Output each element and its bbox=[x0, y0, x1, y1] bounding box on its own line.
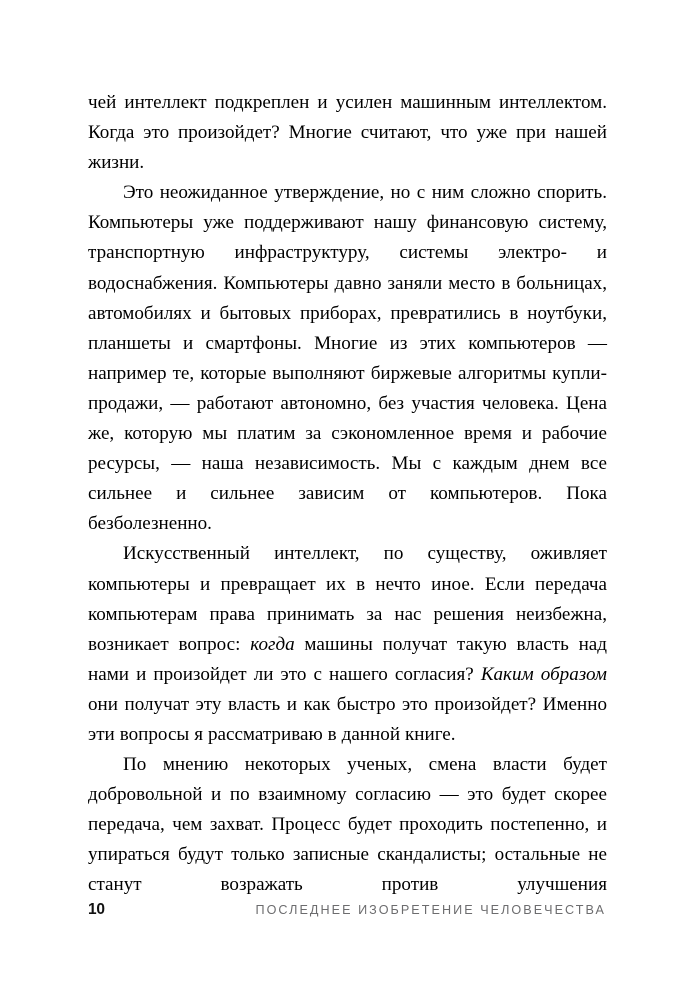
emphasis-run: Каким образом bbox=[480, 663, 607, 685]
text-run: Это неожиданное утверждение, но с ним сложно спорить. Компьютеры уже поддерживают нашу финансовую систему, транспортную инфраструктуру, системы электро- и водоснабжения. Компьютеры давно заняли место в больницах, автомобилях и бытовых приборах, превратились в ноутбуки, планшеты и смартфоны. Многие из этих компьютеров — например те, которые выполняют биржевые алгоритмы купли-продажи, — работают автономно, без участия человека. Цена же, которую мы платим за сэкономленное время и рабочие ресурсы, — наша независимость. Мы с каждым днем все сильнее и сильнее зависим от компьютеров. Пока безболезненно. bbox=[88, 182, 607, 535]
emphasis-run: когда bbox=[250, 633, 295, 655]
paragraph-handover bbox=[88, 750, 607, 900]
paragraph-computers-support bbox=[88, 178, 607, 539]
text-run: По мнению некоторых ученых, смена власти будет добровольной и по взаимному согласию — это будет скорее передача, чем захват. Процесс будет проходить постепенно, и упираться будут только записные скандалисты; остальные не станут возражать против улучшения bbox=[88, 754, 607, 896]
paragraph-continuation bbox=[88, 88, 607, 178]
body-text-block bbox=[88, 88, 607, 901]
text-run: Искусственный интеллект, по существу, оживляет компьютеры и превращает их в нечто иное. Если передача компьютерам права принимать за нас решения неизбежна, возникает вопрос: bbox=[88, 543, 607, 655]
text-run: машины получат такую власть над нами и произойдет ли это с нашего согласия? bbox=[88, 633, 607, 685]
text-run: они получат эту власть и как быстро это произойдет? Именно эти вопросы я рассматриваю в данной книге. bbox=[88, 693, 607, 745]
page-number: 10 bbox=[88, 901, 105, 919]
text-run: чей интеллект подкреплен и усилен машинным интеллектом. Когда это произойдет? Многие считают, что уже при нашей жизни. bbox=[88, 92, 607, 174]
paragraph-ai-animates bbox=[88, 539, 607, 750]
running-head: ПОСЛЕДНЕЕ ИЗОБРЕТЕНИЕ ЧЕЛОВЕЧЕСТВА bbox=[255, 902, 606, 917]
page-footer bbox=[88, 898, 607, 922]
